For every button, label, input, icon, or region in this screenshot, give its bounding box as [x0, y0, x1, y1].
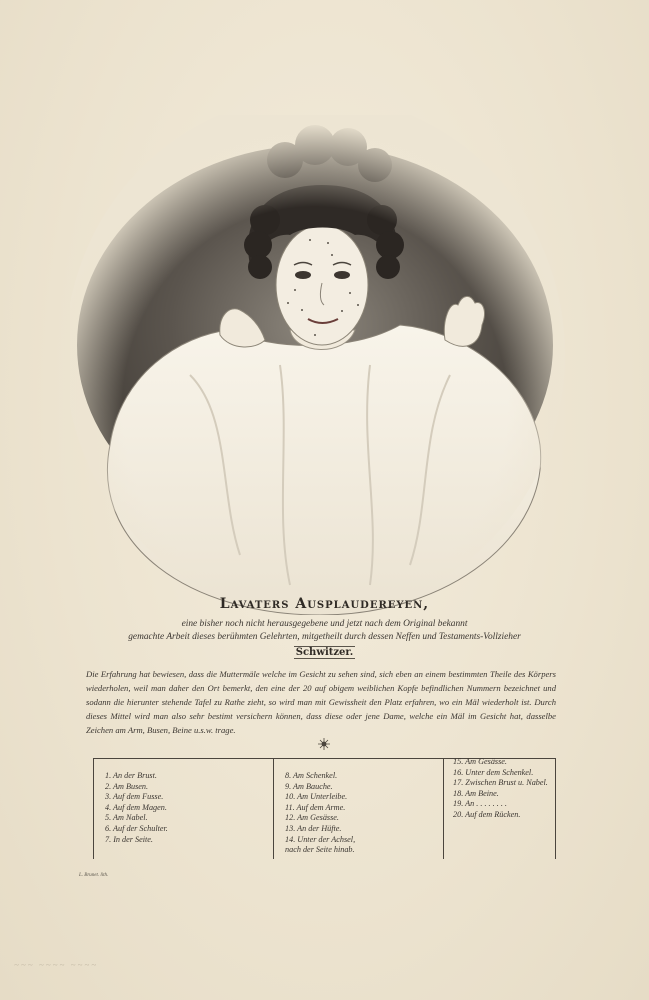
- legend-item: 18. Am Beine.: [453, 788, 499, 798]
- legend-item: 2. Am Busen.: [105, 781, 149, 791]
- pencil-note: ~~~ ~~~~ ~~~~: [14, 960, 99, 970]
- legend-item: 8. Am Schenkel.: [285, 771, 338, 780]
- legend-column-3: [453, 757, 548, 821]
- ornament-icon: [309, 734, 339, 754]
- table-divider: [273, 759, 274, 859]
- legend-item: 20. Auf dem Rücken.: [453, 809, 521, 819]
- table-divider: [93, 759, 94, 859]
- legend-column-1: [105, 771, 168, 845]
- legend-item: 13. An der Hüfte.: [285, 823, 342, 833]
- portrait-illustration: [70, 115, 570, 615]
- legend-item: 5. Am Nabel.: [105, 813, 148, 823]
- legend-item: 7. In der Seite.: [105, 834, 153, 844]
- legend-item: 12. Am Gesässe.: [285, 813, 339, 823]
- body-paragraph: Die Erfahrung hat bewiesen, dass die Muttermäle welche im Gesicht zu sehen sind, sich eben an einem bestimmten Theile des Körpers wiederholen, weil man daher den Ort bemerkt, den eine der 20 auf obigem weiblichen Kopfe befindlichen Nummern bezeichnet und sodann die hierunter stehende Tafel zu Rathe zieht, so wird man mit Gewissheit den Platz erfahren, wo ein Mäl wiederholt ist. Durch dieses Mittel wird man also sehr bestimt versichern können, dass diese oder jene Dame, welche ein Mäl im Gesicht hat, dasselbe Zeichen am Arm, Busen, Beine u.s.w. trage.: [86, 669, 556, 735]
- legend-item: 6. Auf der Schulter.: [105, 823, 168, 833]
- table-divider: [555, 759, 556, 859]
- legend-item: 11. Auf dem Arme.: [285, 802, 346, 812]
- legend-item: 4. Auf dem Magen.: [105, 802, 167, 812]
- legend-item: 1. An der Brust.: [105, 771, 157, 780]
- legend-item: 16. Unter dem Schenkel.: [453, 767, 534, 777]
- legend-item: 3. Auf dem Fusse.: [105, 792, 164, 802]
- author-name: [0, 647, 649, 658]
- legend-item: 19. An . . . . . . . .: [453, 799, 507, 809]
- legend-item: 15. Am Gesässe.: [453, 757, 507, 766]
- legend-item: 17. Zwischen Brust u. Nabel.: [453, 778, 548, 788]
- lithographer-signature: L. Brunet. lith.: [79, 873, 109, 878]
- print-title: Lavaters Ausplaudereyen,: [219, 596, 430, 612]
- legend-item: 9. Am Bauche.: [285, 781, 333, 791]
- legend-item: 14. Unter der Achsel,: [285, 834, 356, 844]
- legend-table: [93, 758, 556, 871]
- subtitle-line-1: eine bisher noch nicht herausgegebene und jetzt nach dem Original bekannt: [181, 619, 468, 629]
- legend-column-2: [285, 771, 355, 856]
- legend-item: 10. Am Unterleibe.: [285, 792, 348, 802]
- author-label: Schwitzer.: [295, 647, 354, 658]
- table-divider: [443, 759, 444, 859]
- subtitle-line-2: gemachte Arbeit dieses berühmten Gelehrten, mitgetheilt durch dessen Neffen und Testaments-Vollzieher: [128, 632, 521, 642]
- legend-item: nach der Seite hinab.: [285, 845, 355, 855]
